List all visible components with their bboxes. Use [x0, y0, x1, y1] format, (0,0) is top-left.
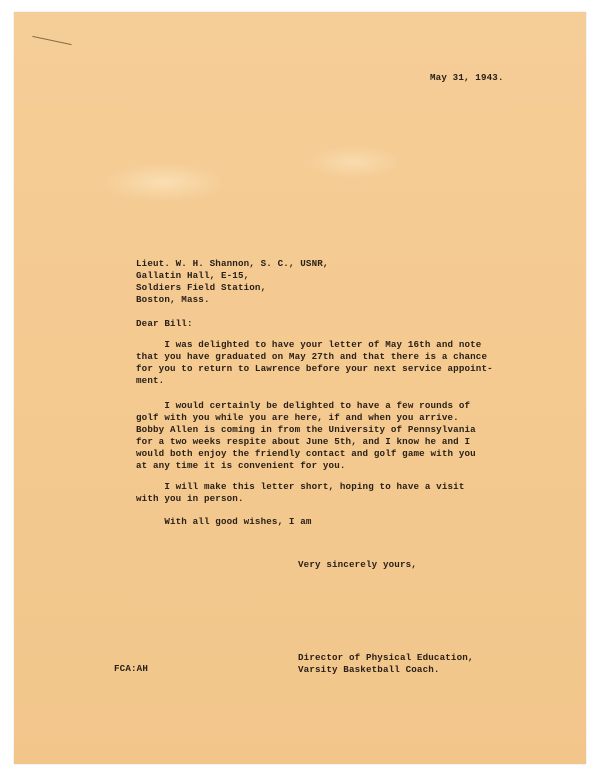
reference-initials: FCA:AH: [114, 663, 148, 674]
body-paragraph-2: [136, 400, 476, 472]
recipient-address: [136, 258, 329, 306]
address-line: Gallatin Hall, E-15,: [136, 270, 250, 281]
body-line: for you to return to Lawrence before your next service appoint-: [136, 363, 493, 374]
address-line: Lieut. W. H. Shannon, S. C., USNR,: [136, 258, 329, 269]
body-line: I would certainly be delighted to have a few rounds of: [136, 400, 471, 411]
letter-date: May 31, 1943.: [430, 72, 504, 83]
signature-title: Varsity Basketball Coach.: [298, 664, 440, 675]
body-line: that you have graduated on May 27th and that there is a chance: [136, 351, 488, 362]
body-line: with you in person.: [136, 493, 244, 504]
address-line: Boston, Mass.: [136, 294, 210, 305]
body-line: would both enjoy the friendly contact and golf game with you: [136, 448, 476, 459]
body-line: ment.: [136, 375, 165, 386]
body-line: I will make this letter short, hoping to have a visit: [136, 481, 465, 492]
complimentary-closing: Very sincerely yours,: [298, 559, 417, 570]
signature-block: [298, 652, 474, 676]
body-line: golf with you while you are here, if and when you arrive.: [136, 412, 459, 423]
pencil-mark: [32, 36, 71, 45]
body-paragraph-4: With all good wishes, I am: [136, 516, 312, 527]
salutation: Dear Bill:: [136, 318, 193, 329]
body-line: for a two weeks respite about June 5th, and I know he and I: [136, 436, 471, 447]
address-line: Soldiers Field Station,: [136, 282, 267, 293]
body-line: I was delighted to have your letter of May 16th and note: [136, 339, 482, 350]
body-paragraph-1: [136, 339, 493, 387]
body-line: Bobby Allen is coming in from the University of Pennsylvania: [136, 424, 476, 435]
body-line: at any time it is convenient for you.: [136, 460, 346, 471]
signature-title: Director of Physical Education,: [298, 652, 474, 663]
body-paragraph-3: [136, 481, 464, 505]
letter-page: [14, 12, 586, 764]
